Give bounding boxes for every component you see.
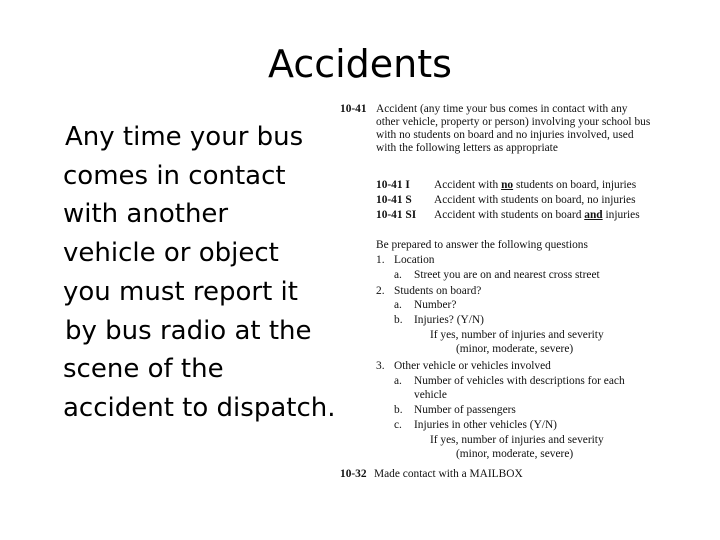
code-10-41-desc: Accident (any time your bus comes in contact with any [376,103,628,115]
code-10-41-desc: with the following letters as appropriate [376,142,558,154]
code-10-41-desc: with no students on board and no injuries involved, used [376,129,634,141]
code-10-41-SI-desc: Accident with students on board and injuries [434,209,640,221]
q3-label: Other vehicle or vehicles involved [394,360,551,372]
q3c-text: Injuries in other vehicles (Y/N) [414,419,557,431]
q3a-text: Number of vehicles with descriptions for each [414,375,625,387]
code-10-32: 10-32 [340,468,367,480]
code-10-41-SI: 10-41 SI [376,209,417,221]
q2a-text: Number? [414,299,457,311]
q1a-text: Street you are on and nearest cross street [414,269,600,281]
code-10-41-S-desc: Accident with students on board, no injuries [434,194,636,206]
q3c-severity: (minor, moderate, severe) [456,448,574,460]
code-10-41-I: 10-41 I [376,179,410,191]
code-10-41-S: 10-41 S [376,194,412,206]
scanned-radio-codes [338,103,678,483]
q3b-letter: b. [394,404,403,416]
q2-label: Students on board? [394,285,482,297]
body-line: Any time your bus [65,122,304,152]
body-line: by bus radio at the [65,315,312,346]
q3c-letter: c. [394,419,402,431]
body-line: comes in contact [63,160,286,191]
prepared-heading: Be prepared to answer the following questions [376,239,588,251]
q2b-severity: (minor, moderate, severe) [456,343,574,355]
body-line: you must report it [63,276,298,307]
code-10-41-desc: other vehicle, property or person) involving your school bus [376,116,651,128]
q3a-text-cont: vehicle [414,389,447,401]
q1-number: 1. [376,254,385,266]
q3-number: 3. [376,360,385,372]
body-line: vehicle or object [63,238,279,269]
body-line: with another [63,199,229,230]
q2b-if-yes: If yes, number of injuries and severity [430,329,604,341]
q3a-letter: a. [394,375,402,387]
code-10-41-I-desc: Accident with no students on board, injuries [434,179,637,191]
q2-number: 2. [376,285,385,297]
code-10-41: 10-41 [340,103,367,115]
body-line: scene of the [63,354,224,385]
body-line: accident to dispatch. [63,392,336,423]
q1-label: Location [394,254,435,266]
q2b-text: Injuries? (Y/N) [414,314,484,326]
q3b-text: Number of passengers [414,404,516,416]
q3c-if-yes: If yes, number of injuries and severity [430,434,604,446]
code-10-32-desc: Made contact with a MAILBOX [374,468,523,480]
q1a-letter: a. [394,269,402,281]
slide-title: Accidents [268,42,452,86]
body-text [63,118,348,428]
q2a-letter: a. [394,299,402,311]
q2b-letter: b. [394,314,403,326]
